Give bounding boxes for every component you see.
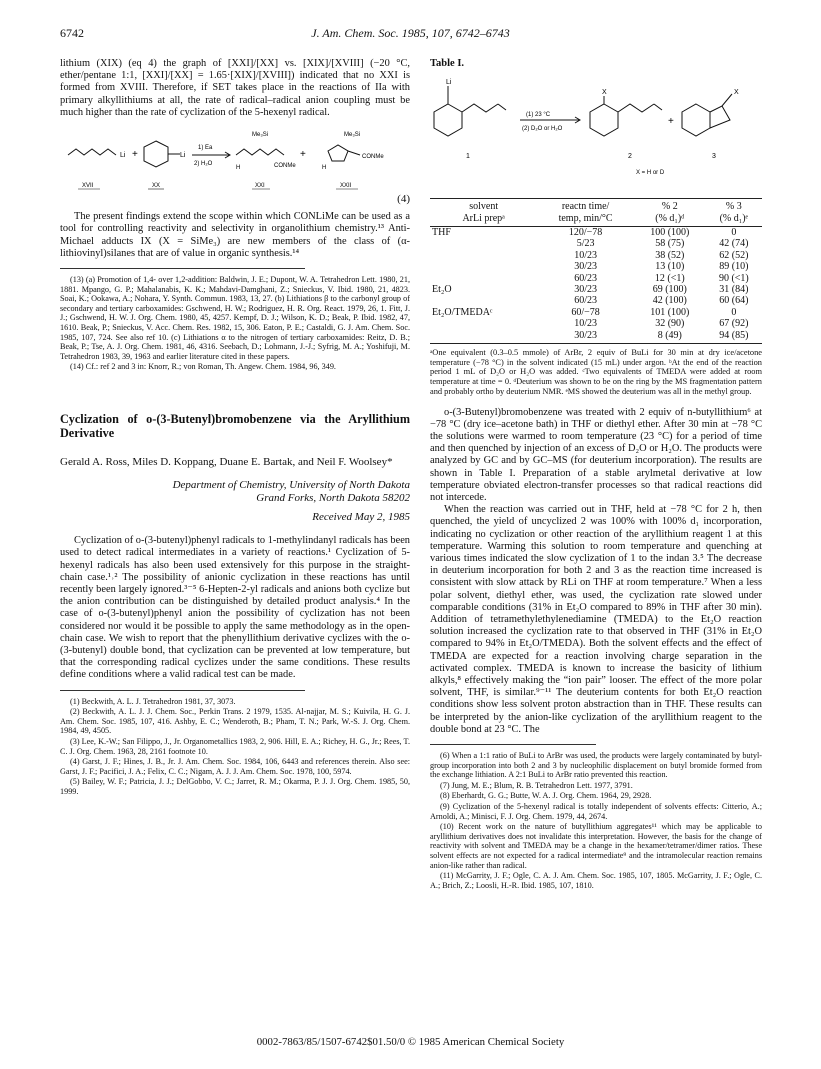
header-solvent: solvent [430,199,537,213]
svg-text:XXII: XXII [340,183,352,190]
conclusion-paragraph: The present findings extend the scope within which CONLiMe can be used as a tool for controlling reactivity and selectivity in organolithium chemistry.¹³ Anti-Michael adducts IX (X = SiMe₃) are new members of the class of (α-lithiovinyl)silanes that are of value in organic synthesis.¹⁴ [60,211,410,259]
table-row: 10/23 32 (90) 67 (92) [574,318,749,330]
journal-citation: J. Am. Chem. Soc. 1985, 107, 6742–6743 [311,26,510,40]
svg-text:X: X [602,89,607,97]
intro-paragraph: lithium (XIX) (eq 4) the graph of [XXI]/[XX] vs. [XIX]/[XVIII] (−20 °C, ether/pentane 1:1, [XXI]/[XX] = 1.65·[XIX]/[XVIII]) indicated that no XXI is formed from XVIII. Therefore, if SET takes place in the reactions of IIa with primary alkyllithiums at all, the rate of radical–radical anion coupling must be much higher than the rate of cyclization of the 5-hexenyl radical. [60,58,410,118]
header-pct3-sub: (% d₁)ᵉ [706,213,762,227]
reference-8: (8) Eberhardt, G. G.; Butte, W. A. J. Org. Chem. 1964, 29, 2928. [440,791,652,801]
table-row: 60/23 12 (<1) 90 (<1) [574,272,749,284]
received-date: Received May 2, 1985 [312,510,410,523]
header-pct3: % 3 [706,199,762,213]
svg-text:Me₃Si: Me₃Si [344,132,361,139]
article-intro-paragraph: Cyclization of o-(3-butenyl)phenyl radicals to 1-methylindanyl radicals has been used to detect radical intermediates in a variety of reactions.¹ Cyclization of 5-hexenyl radicals has also been used extensively for this purpose in the straight-chain case.¹˒² The possibility of anionic cyclization in these reactions has until recently been largely ignored.³⁻⁵ 6-Hepten-2-yl radicals and anions both cyclize but the anion contribution can be distinguished by detailed product analysis.⁴ In the case of o-(3-butenyl)phenyl anion the possibility of cyclization has not been considered nor would it be possible to apply the same methodology as in the open-chain case. We wish to report that the phenyllithium derivative cyclizes with the o-(3-butenyl) double bond, that cyclization can be prevented at low temperature, but that the corresponding radical cyclizes under the same conditions. These results define conditions where a valid radical test can be made. [60,535,410,681]
reference-4: (4) Garst, J. F.; Hines, J. B., Jr. J. Am. Chem. Soc. 1984, 106, 6443 and references therein. Also see: Garst, J. F.; Pacifici, J. A.; Felix, C. C.; Nigam, A. J. J. Am. Chem. Soc. 1978, 100, 5974. [60,757,410,776]
affiliation-address: Grand Forks, North Dakota 58202 [256,491,410,504]
table-row: 30/23 13 (10) 89 (10) [574,261,749,273]
article-title: Cyclization of o-(3-Butenyl)bromobenzene via the Aryllithium Derivative [60,411,410,440]
scheme-eq4-drawing [60,125,410,191]
svg-text:XVII: XVII [82,183,94,190]
header-solvent-sub: ArLi prepᵃ [430,213,537,227]
svg-text:+: + [668,116,674,128]
affiliation-department: Department of Chemistry, University of North Dakota [172,478,410,491]
reference-9: (9) Cyclization of the 5-hexenyl radical is totally independent of solvents effects: Citterio, A.; Arnoldi, A.; Minisci, F. J. Org. Chem. 1979, 44, 2674. [430,802,762,821]
svg-text:Me₃Si: Me₃Si [252,132,269,139]
header-time-sub: temp, min/°C [537,213,634,227]
svg-text:(1) 23 °C: (1) 23 °C [526,112,551,119]
reference-6: (6) When a 1:1 ratio of BuLi to ArBr was used, the products were largely contaminated by butyl-group incorporation into both 2 and 3 by nucleophilic displacement on butyl bromide formed from the exchange lithiation. A 2:1 BuLi to ArBr ratio prevented this reaction. [430,751,762,780]
svg-text:2) H₂O: 2) H₂O [194,161,213,168]
table-row: 10/23 38 (52) 62 (52) [574,249,749,261]
svg-text:CONMe: CONMe [274,163,296,170]
header-pct2-sub: (% d₁)ᵈ [634,213,706,227]
svg-text:Li: Li [180,152,186,160]
reference-1: (1) Beckwith, A. L. J. Tetrahedron 1981, 37, 3073. [70,696,236,706]
svg-text:XX: XX [152,183,161,190]
svg-text:Li: Li [446,79,452,87]
reference-11: (11) McGarrity, J. F.; Ogle, C. A. J. Am. Chem. Soc. 1985, 107, 1805. McGarrity, J. F.; Ogle, C. A.; Brich, Z.; Loosli, H.-R. Ibid. 1985, 107, 1810. [430,871,762,890]
reference-14: (14) Cf.: ref 2 and 3 in: Knorr, R.; von Roman, Th. Angew. Chem. 1984, 96, 349. [70,362,336,372]
reference-7: (7) Jung, M. E.; Blum, R. B. Tetrahedron Lett. 1977, 3791. [440,780,633,790]
svg-text:1: 1 [466,153,470,161]
table-row: 60/23 42 (100) 60 (64) [574,295,749,307]
references-rule-right [430,744,596,745]
svg-text:CONMe: CONMe [362,154,384,161]
svg-text:1) Ea: 1) Ea [198,145,213,152]
left-column [60,58,410,798]
svg-text:H: H [236,165,241,172]
table-row: 30/23 8 (49) 94 (85) [430,330,762,344]
experimental-paragraph: o-(3-Butenyl)bromobenzene was treated with 2 equiv of n-butyllithium⁶ at −78 °C (dry ice–acetone bath) in THF or diethyl ether. After 30 min at −78 °C the solutions were warmed to room temperature (23 °C) for a period of time and then quenched by injection of an excess of D₂O or H₂O. The products were analyzed by GC and by GC–MS (for deuterium incorporation). The results are shown in Table I. Preparation of a stable arylmetal derivative at low temperature obviated electron-transfer processes so that radical reactions did not intercede. [430,406,762,504]
header-time: reactn time/ [537,199,634,213]
svg-text:2: 2 [628,153,632,161]
svg-text:X: X [734,89,739,97]
svg-text:(2) D₂O or H₂O: (2) D₂O or H₂O [522,126,563,133]
table-row: THF 120/−78 100 (100) 0 [432,227,737,239]
reference-2: (2) Beckwith, A. L. J. J. Chem. Soc., Perkin Trans. 2 1979, 1535. Al-najjar, M. S.; Kuivila, H. G. J. Am. Chem. Soc. 1985, 107, 416. Ashby, E. C.; Wenderoth, B.; Pham, T. N.; Park, W.-S. J. Org. Chem. 1984, 49, 4505. [60,707,410,736]
footnote-rule [60,268,305,269]
table-row: Et₂O 30/23 69 (100) 31 (84) [432,284,749,296]
table-reaction-scheme [430,74,762,192]
svg-text:Li: Li [120,152,126,160]
reference-10: (10) Recent work on the nature of butyllithium aggregates¹¹ which may be applicable to aryllithium derivatives does not invalidate this interpretation. However, the basis for the change of reactivity with solvent and TMEDA may be a change in the hexamer/tetramer/dimer ratios. These solvent effects are not expected for a radical intermediate⁹ and the intramolecular reaction remains anion-like rather than radical. [430,822,762,870]
running-header [60,26,761,44]
table-title: Table I. [430,58,465,69]
equation-number: (4) [397,193,410,206]
reaction-scheme-eq4 [60,125,410,191]
header-pct2: % 2 [634,199,706,213]
table-footnotes: ᵃOne equivalent (0.3–0.5 mmole) of ArBr, 2 equiv of BuLi for 30 min at dry ice/acetone temperature (−78 °C) in the solvent indicated (15 mL) under argon. ᵇAt the end of the reaction period 1 mL of D₂O or H₂O was added. ᶜTwo equivalents of TMEDA were added at room temperature at time = 0. ᵈDeuterium was shown to be on the ring by the MS fragmentation pattern and probably ortho by deuterium NMR. ᵉMS showed the deuterium was all in the methyl group. [430,348,762,396]
reference-3: (3) Lee, K.-W.; San Filippo, J., Jr. Organometallics 1983, 2, 906. Hill, E. A.; Richey, H. G., Jr.; Rees, T. C. J. Org. Chem. 1963, 28, 2161 footnote 10. [60,736,410,756]
svg-text:+: + [132,149,138,161]
page-number: 6742 [60,26,84,40]
table-row: Et₂O/TMEDAᶜ 60/−78 101 (100) 0 [432,306,737,318]
table-row: 5/23 58 (75) 42 (74) [576,238,749,250]
svg-text:XXI: XXI [255,183,265,190]
copyright-footer: 0002-7863/85/1507-6742$01.50/0 © 1985 American Chemical Society [256,1036,565,1048]
references-rule [60,690,305,691]
right-column [430,58,762,891]
table-scheme-drawing [430,74,762,192]
reference-13: (13) (a) Promotion of 1,4- over 1,2-addition: Baldwin, J. E.; Dupont, W. A. Tetrahedron Lett. 1980, 21, 1881. Mpango, G. P.; Mahalanabis, K. K.; Mahdavi-Damghani, Z.; Snieckus, V. Ibid. 1980, 21, 4823. Soai, K.; Ookawa, A.; Nohara, Y. Synth. Commun. 1983, 13, 27. (b) Lithiations β to the carbonyl group of secondary and tertiary carboxamides: Gschwend, H. W.; Rodriguez, H. R. Org. React. 1979, 26, 1. Fitt, J. J.; Gschwend, H. W. J. Org. Chem. 1980, 45, 4257. Kempf, D. J.; Wilson, K. D.; Beak, P. Ibid. 1982, 47, 1610. Beak, P.; Snieckus, V. Acc. Chem. Res. 1982, 15, 306. Eaton, P. E.; Castaldi, G. J. Am. Chem. Soc. 1985, 107, 724. See also ref 10. (c) Lithiations α to the nitrogen of tertiary carboxamides: Reitz, D. B.; Beak, P.; Tse, A. J. Org. Chem. 1981, 46, 4316. Seebach, D.; Lohmann, J.-J.; Syfrig, M. A.; Yoshifuji, M. Tetrahedron 1983, 39, 1963 and earlier literature cited in these papers. [60,275,410,361]
svg-text:X = H or D: X = H or D [636,170,665,177]
svg-text:H: H [322,165,327,172]
article-authors: Gerald A. Ross, Miles D. Koppang, Duane E. Bartak, and Neil F. Woolsey* [60,455,393,468]
results-paragraph: When the reaction was carried out in THF, held at −78 °C for 2 h, then quenched, the yield of uncyclized 2 was 100% with 100% d₁ incorporation, indicating no cyclization or other reaction of the aryllithium reagent 1 at this temperature. Warming this solution to room temperature and quenching at various times indicated the slow cyclization of 1 to the indan 3.⁵ The decrease in deuterium incorporation for both 2 and 3 as the reaction time increased is consistent with slow attack by RLi on THF at room temperature.⁷ When a less polar solvent, diethyl ether, was used, the cyclization rate slowed under comparable conditions (31% in Et₂O compared to 89% in THF after 30 min). Addition of tetramethylethylenediamine (TMEDA) to the Et₂O reaction solution increased the cyclization rate to that observed in THF (31% in Et₂O compared to 94% in Et₂O/TMEDA). Both the solvent effects and the effect of TMEDA are expected for a reaction involving charge separation in the activated complex. TMEDA is known to increase the basicity of lithium alkyls,⁸ effectively making the “ion pair” looser. The effect of the more polar solvent, THF, is similar.⁹⁻¹¹ The deuterium contents for both Et₂O reaction conditions show less solvent proton abstraction than in THF. These results can be interpreted by the anion-like cyclization of the aryllithium reagent to the double bond at 23 °C. The [430,504,762,735]
reference-5: (5) Bailey, W. F.; Patricia, J. J.; DelGobbo, V. C.; Jarret, R. M.; Okarma, P. J. J. Org. Chem. 1985, 50, 1999. [60,777,410,796]
svg-text:+: + [300,149,306,161]
svg-text:3: 3 [712,153,716,161]
results-table [430,198,762,344]
